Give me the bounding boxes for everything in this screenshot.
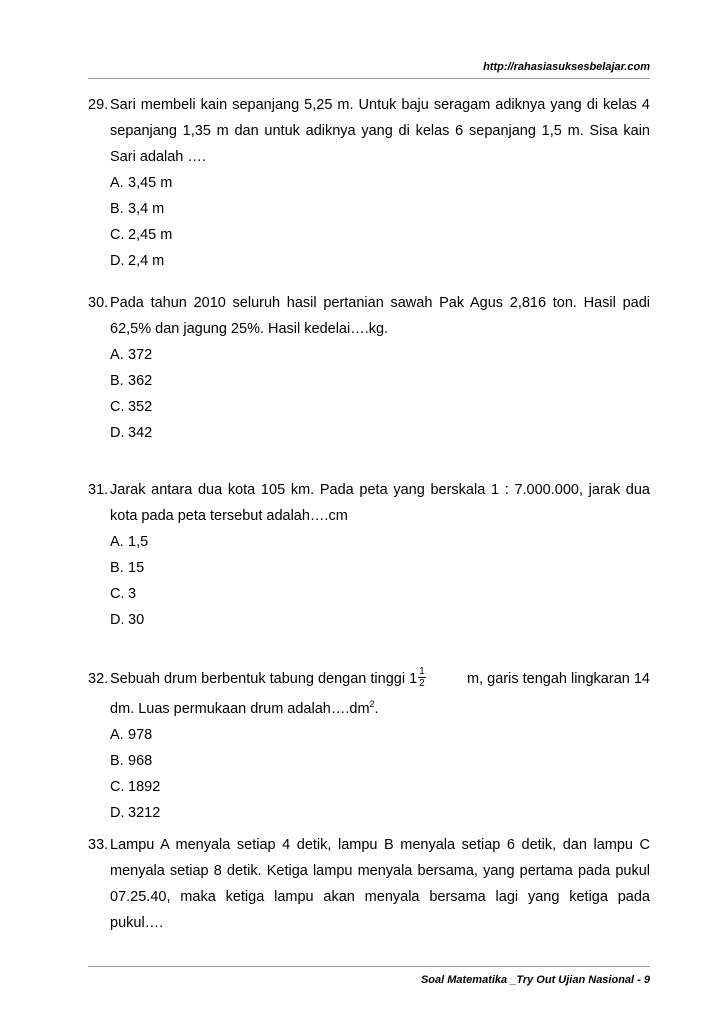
- option-b: [110, 368, 650, 394]
- option-d: [110, 420, 650, 446]
- fraction: [418, 666, 426, 689]
- option-text: 1892: [128, 779, 161, 795]
- option-c: [110, 581, 650, 607]
- superscript: 2: [369, 699, 375, 710]
- option-d: [110, 607, 650, 633]
- question-number: 31.: [88, 482, 109, 498]
- footer-rule: [88, 966, 650, 967]
- option-text: 2,4 m: [128, 253, 165, 269]
- option-letter: C.: [110, 227, 125, 243]
- option-text: 30: [128, 612, 145, 628]
- option-text: 3,45 m: [128, 175, 173, 191]
- option-letter: C.: [110, 779, 125, 795]
- question-number: 29.: [88, 97, 109, 113]
- question-text-line: Jarak antara dua kota 105 km. Pada peta yang berskala 1 : 7.000.000, jarak dua: [110, 482, 650, 498]
- header-url: http://rahasiasuksesbelajar.com: [483, 61, 650, 73]
- question-text-segment: .: [374, 701, 379, 717]
- option-text: 3,4 m: [128, 201, 165, 217]
- option-letter: C.: [110, 586, 125, 602]
- question-text-line: 62,5% dan jagung 25%. Hasil kedelai….kg.: [110, 321, 389, 337]
- option-a: [110, 170, 650, 196]
- question-text-line: 07.25.40, maka ketiga lampu akan menyala bersama lagi yang ketiga pada: [110, 889, 650, 905]
- question-text-line: [110, 666, 650, 692]
- option-letter: B.: [110, 560, 124, 576]
- answer-options: [110, 529, 650, 633]
- option-text: 372: [128, 347, 153, 363]
- option-text: 342: [128, 425, 153, 441]
- option-a: [110, 529, 650, 555]
- question-33: [88, 832, 650, 936]
- question-number: 30.: [88, 295, 109, 311]
- question-text-segment: Sebuah drum berbentuk tabung dengan tinggi 1: [110, 671, 418, 687]
- option-c: [110, 394, 650, 420]
- option-letter: B.: [110, 373, 124, 389]
- option-letter: B.: [110, 753, 124, 769]
- option-text: 15: [128, 560, 145, 576]
- option-text: 362: [128, 373, 153, 389]
- question-text-line: kota pada peta tersebut adalah….cm: [110, 508, 348, 524]
- option-letter: A.: [110, 727, 124, 743]
- option-letter: C.: [110, 399, 125, 415]
- option-b: [110, 748, 650, 774]
- question-text-segment: dm. Luas permukaan drum adalah….dm: [110, 701, 370, 717]
- option-letter: D.: [110, 805, 125, 821]
- question-31: [88, 477, 650, 633]
- option-c: [110, 222, 650, 248]
- option-letter: D.: [110, 425, 125, 441]
- question-29: [88, 92, 650, 274]
- option-letter: A.: [110, 347, 124, 363]
- option-text: 1,5: [128, 534, 149, 550]
- option-c: [110, 774, 650, 800]
- fraction-numerator: 1: [419, 665, 425, 677]
- option-b: [110, 196, 650, 222]
- option-text: 978: [128, 727, 153, 743]
- question-text-line: pukul….: [110, 915, 164, 931]
- option-a: [110, 342, 650, 368]
- option-letter: D.: [110, 612, 125, 628]
- option-d: [110, 248, 650, 274]
- option-text: 352: [128, 399, 153, 415]
- question-32: [88, 662, 650, 826]
- option-letter: A.: [110, 175, 124, 191]
- option-a: [110, 722, 650, 748]
- question-text-line: Lampu A menyala setiap 4 detik, lampu B menyala setiap 6 detik, dan lampu C: [110, 837, 650, 853]
- option-letter: D.: [110, 253, 125, 269]
- header-rule: [88, 78, 650, 79]
- option-letter: B.: [110, 201, 124, 217]
- answer-options: [110, 170, 650, 274]
- option-b: [110, 555, 650, 581]
- footer-text: Soal Matematika _Try Out Ujian Nasional - 9: [420, 974, 650, 986]
- option-text: 2,45 m: [128, 227, 173, 243]
- option-d: [110, 800, 650, 826]
- question-number: 33.: [88, 837, 109, 853]
- question-text-line: menyala setiap 8 detik. Ketiga lampu menyala bersama, yang pertama pada pukul: [110, 863, 650, 879]
- question-text-line: Sari membeli kain sepanjang 5,25 m. Untuk baju seragam adiknya yang di kelas 4: [110, 97, 650, 113]
- option-letter: A.: [110, 534, 124, 550]
- option-text: 3212: [128, 805, 161, 821]
- answer-options: [110, 722, 650, 826]
- question-text-line: Pada tahun 2010 seluruh hasil pertanian sawah Pak Agus 2,816 ton. Hasil padi: [110, 295, 650, 311]
- question-text-line: Sari adalah ….: [110, 149, 206, 165]
- question-30: [88, 290, 650, 446]
- question-number: 32.: [88, 671, 109, 687]
- option-text: 3: [128, 586, 137, 602]
- question-text-line: [110, 696, 650, 722]
- question-text-segment: m, garis tengah lingkaran 14: [467, 671, 650, 687]
- question-text-line: sepanjang 1,35 m dan untuk adiknya yang di kelas 6 sepanjang 1,5 m. Sisa kain: [110, 123, 650, 139]
- option-text: 968: [128, 753, 153, 769]
- answer-options: [110, 342, 650, 446]
- fraction-denominator: 2: [419, 677, 425, 689]
